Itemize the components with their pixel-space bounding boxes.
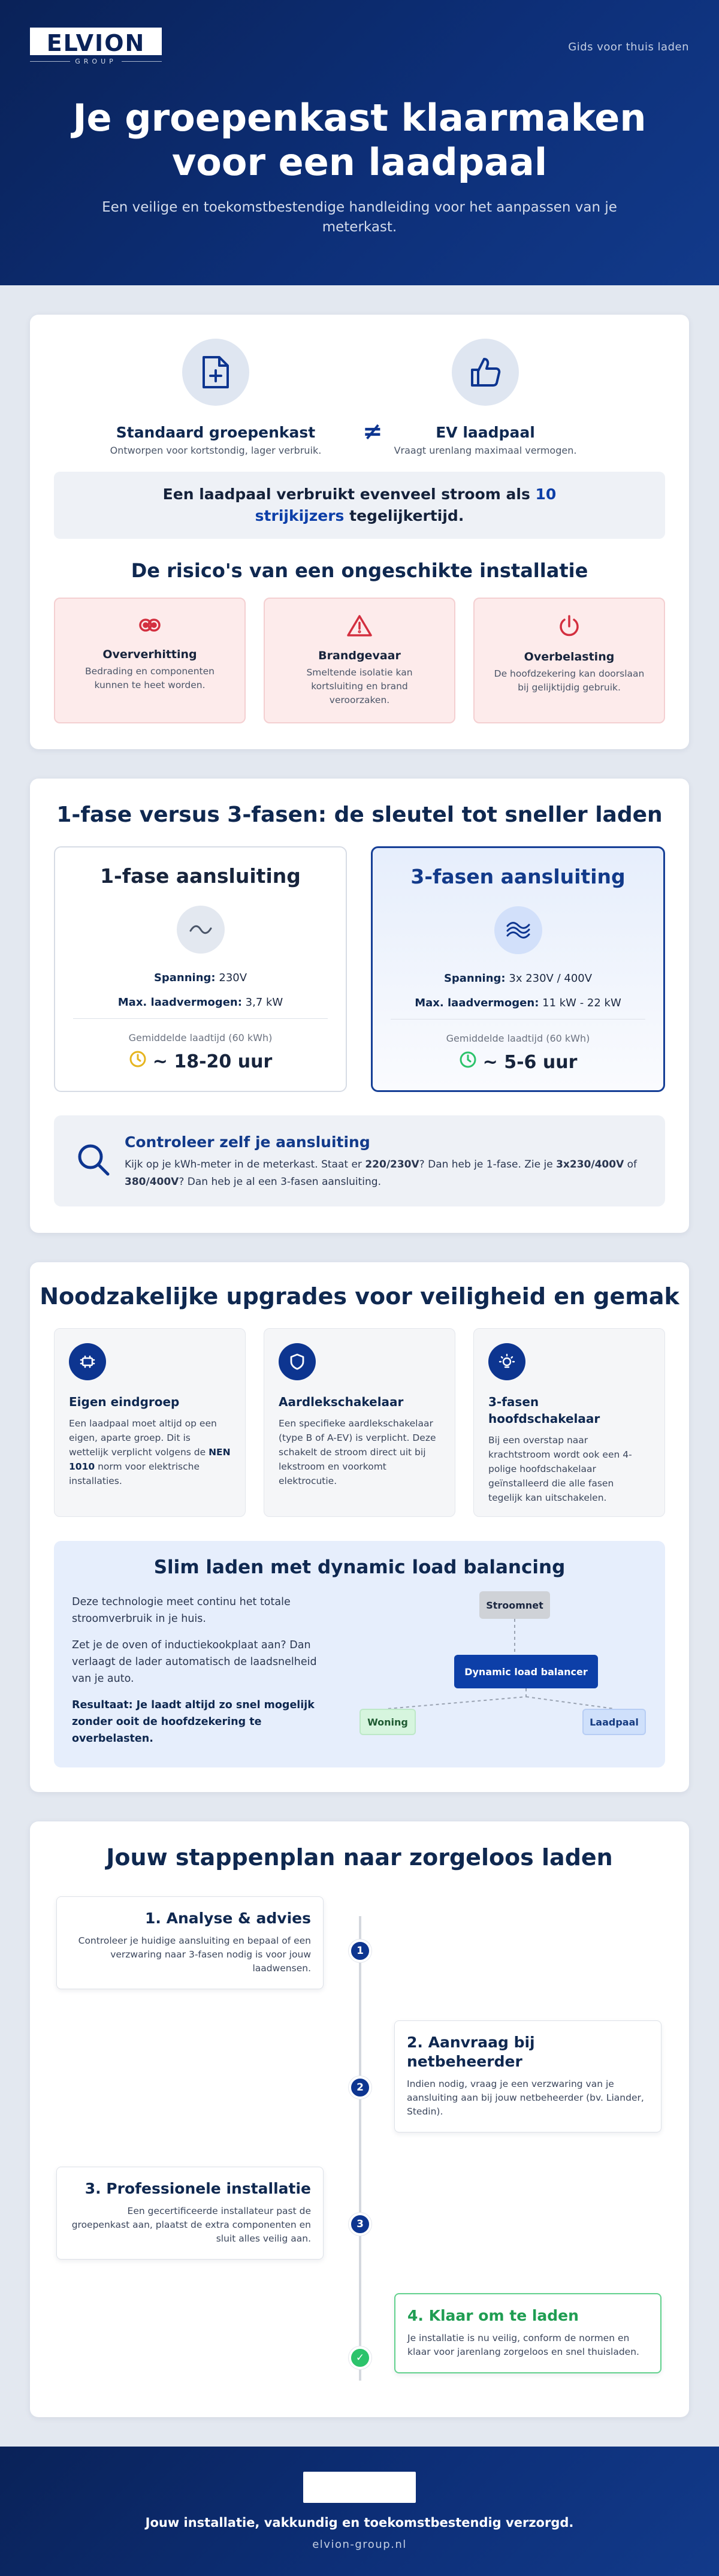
logo-word: ELVION (30, 28, 162, 55)
risk-card-overload (473, 598, 665, 723)
power-icon (557, 629, 581, 641)
page-footer (0, 2447, 719, 2576)
standard-panel-sub: Ontworpen voor kortstondig, lager verbruik. (110, 445, 322, 456)
voltage-label: Spanning: (443, 972, 506, 985)
step-card-1 (56, 1896, 324, 1989)
step-card-4 (394, 2293, 661, 2373)
step-title: 4. Klaar om te laden (407, 2307, 579, 2324)
highlight-post: tegelijkertijd. (344, 507, 464, 524)
phases-title: 1-fase versus 3-fasen: de sleutel tot sneller laden (56, 803, 663, 827)
standard-panel-title: Standaard groepenkast (116, 424, 316, 441)
dlb-text (72, 1594, 324, 1747)
elvion-logo[interactable] (30, 28, 162, 65)
thumbs-up-icon (452, 339, 519, 406)
single-phase-power (55, 996, 346, 1009)
upgrade-rcd (264, 1328, 455, 1517)
dlb-paragraph: Deze technologie meet continu het totale stroomverbruik in je huis. (72, 1596, 291, 1625)
not-equal-icon: ≠ (362, 418, 383, 445)
upgrade-text: Een specifieke aardlekschakelaar (type B of A-EV) is verplicht. Deze schakelt de stroom direct uit bij lekstroom en voorkomt elektrocutie. (279, 1418, 436, 1486)
bulb-icon (488, 1343, 525, 1380)
footer-logo[interactable] (303, 2472, 416, 2503)
standard-panel-column (108, 339, 324, 456)
consumption-highlight (54, 472, 665, 539)
node-load-balancer: Dynamic load balancer (454, 1655, 598, 1688)
node-charger: Laadpaal (582, 1709, 646, 1735)
ev-charger-column (377, 339, 593, 456)
triple-wave-icon (494, 906, 542, 954)
power-value: 3,7 kW (241, 996, 283, 1009)
upgrade-text-part: Een laadpaal moet altijd op een eigen, aparte groep. Dit is wettelijk verplicht volgens de (69, 1418, 217, 1458)
step-text: Je installatie is nu veilig, conform de normen en klaar voor jarenlang zorgeloos en snel thuisladen. (407, 2333, 639, 2357)
footer-url[interactable]: elvion-group.nl (312, 2538, 407, 2551)
check-value-1phase: 220/230V (365, 1159, 419, 1171)
risk-title: Overbelasting (524, 650, 615, 663)
node-home: Woning (360, 1709, 416, 1735)
check-value-3phase-b: 380/400V (125, 1176, 179, 1188)
step-title: 1. Analyse & advies (145, 1910, 311, 1927)
check-text (125, 1156, 641, 1191)
check-text-part: ? Dan heb je al een 3-fasen aansluiting. (179, 1176, 382, 1188)
avg-time-label: Gemiddelde laadtijd (60 kWh) (128, 1032, 273, 1043)
time-value: ~ 18-20 uur (152, 1051, 273, 1072)
upgrades-title: Noodzakelijke upgrades voor veiligheid en gemak (40, 1283, 679, 1310)
logo-subline (30, 58, 162, 65)
page-subtitle: Een veilige en toekomstbestendige handleiding voor het aanpassen van je meterkast. (102, 200, 617, 235)
check-text-part: Kijk op je kWh-meter in de meterkast. Staat er (125, 1159, 365, 1171)
risk-card-overheating (54, 598, 246, 723)
upgrades-card (30, 1262, 689, 1792)
step-text: Controleer je huidige aansluiting en bepaal of een verzwaring naar 3-fasen nodig is voor jouw laadwensen. (78, 1935, 311, 1974)
three-phase-voltage (373, 972, 663, 985)
step-marker-3: 3 (349, 2213, 371, 2236)
node-grid: Stroomnet (479, 1591, 550, 1619)
comparison-card (30, 315, 689, 749)
risks-title: De risico's van een ongeschikte installatie (131, 559, 588, 582)
ev-charger-sub: Vraagt urenlang maximaal vermogen. (394, 445, 577, 456)
single-phase-time (55, 1050, 346, 1073)
roadmap-card (30, 1821, 689, 2417)
upgrade-title: 3-fasen hoofdschakelaar (488, 1395, 600, 1426)
phase-comparison-card (30, 779, 689, 1233)
footer-tagline: Jouw installatie, vakkundig en toekomstbestendig verzorgd. (145, 2515, 574, 2530)
voltage-value: 230V (215, 972, 247, 984)
load-balancing-panel (54, 1541, 665, 1767)
voltage-label: Spanning: (153, 972, 216, 984)
divider (73, 1018, 328, 1019)
hero-header (0, 0, 719, 285)
highlight-pre: Een laadpaal verbruikt evenveel stroom als (162, 485, 536, 503)
time-value: ~ 5-6 uur (482, 1051, 578, 1073)
avg-time-label: Gemiddelde laadtijd (60 kWh) (446, 1033, 590, 1044)
roadmap-title: Jouw stappenplan naar zorgeloos laden (106, 1844, 613, 1871)
risk-text: Bedrading en componenten kunnen te heet worden. (85, 666, 215, 690)
upgrade-text-bold: NEN 1010 (69, 1447, 231, 1472)
risk-card-fire (264, 598, 455, 723)
single-phase-box (54, 846, 347, 1092)
check-connection-box (54, 1115, 665, 1206)
document-plus-icon (182, 339, 249, 406)
upgrade-main-switch (473, 1328, 665, 1517)
step-text: Indien nodig, vraag je een verzwaring van je aansluiting aan bij jouw netbeheerder (bv. Liander, Stedin). (407, 2079, 644, 2117)
guide-link[interactable]: Gids voor thuis laden (568, 41, 689, 53)
circuit-icon (69, 1343, 106, 1380)
power-value: 11 kW - 22 kW (539, 997, 621, 1009)
voltage-value: 3x 230V / 400V (505, 972, 593, 985)
risk-text: De hoofdzekering kan doorslaan bij gelijktijdig gebruik. (494, 668, 645, 693)
risk-title: Oververhitting (102, 648, 197, 661)
step-marker-done: ✓ (349, 2346, 371, 2369)
step-card-3 (56, 2167, 324, 2260)
timeline-line (359, 1916, 361, 2381)
check-value-3phase-a: 3x230/400V (556, 1159, 624, 1171)
check-title: Controleer zelf je aansluiting (125, 1133, 370, 1151)
page-title: Je groepenkast klaarmaken voor een laadpaal (72, 96, 647, 184)
clock-icon (459, 1051, 477, 1073)
check-text-part: of (624, 1159, 638, 1171)
check-text-part: ? Dan heb je 1-fase. Zie je (419, 1159, 557, 1171)
upgrade-text-part: norm voor elektrische installaties. (69, 1461, 200, 1486)
upgrade-text: Bij een overstap naar krachtstroom wordt ook een 4-polige hoofdschakelaar geïnstalleerd die alle fasen tegelijk kan uitschakelen. (488, 1435, 632, 1503)
risk-title: Brandgevaar (318, 649, 401, 662)
overheat-icon (138, 627, 162, 638)
step-title: 3. Professionele installatie (84, 2180, 311, 2197)
three-phase-title: 3-fasen aansluiting (410, 865, 626, 888)
logo-sub-text: GROUP (75, 58, 117, 65)
three-phase-box (371, 846, 665, 1092)
risk-text: Smeltende isolatie kan kortsluiting en brand veroorzaken. (306, 667, 413, 705)
dlb-result: Resultaat: Je laadt altijd zo snel mogelijk zonder ooit de hoofdzekering te overbelasten. (72, 1699, 315, 1745)
three-phase-power (373, 997, 663, 1009)
power-label: Max. laadvermogen: (117, 996, 242, 1009)
step-text: Een gecertificeerde installateur past de groepenkast aan, plaatst de extra componenten en sluit alles veilig aan. (71, 2206, 311, 2244)
upgrade-text (69, 1416, 231, 1488)
single-phase-voltage (55, 972, 346, 984)
upgrade-end-group (54, 1328, 246, 1517)
step-marker-2: 2 (349, 2076, 371, 2099)
step-marker-1: 1 (349, 1939, 371, 1962)
search-icon (75, 1142, 111, 1180)
step-card-2 (394, 2020, 661, 2132)
clock-icon (129, 1050, 147, 1073)
shield-icon (279, 1343, 316, 1380)
three-phase-time (373, 1051, 663, 1073)
dlb-title: Slim laden met dynamic load balancing (153, 1557, 566, 1578)
dlb-paragraph: Zet je de oven of inductiekookplaat aan? Dan verlaagt de lader automatisch de laadsnelheid van je auto. (72, 1639, 317, 1685)
warning-icon (346, 628, 373, 640)
single-phase-title: 1-fase aansluiting (100, 864, 301, 888)
upgrade-title: Aardlekschakelaar (279, 1395, 404, 1409)
ev-charger-title: EV laadpaal (436, 424, 535, 441)
sine-wave-icon (177, 906, 225, 954)
power-label: Max. laadvermogen: (415, 997, 539, 1009)
upgrade-title: Eigen eindgroep (69, 1395, 180, 1409)
step-title: 2. Aanvraag bij netbeheerder (407, 2034, 535, 2070)
highlight-accent: 10 strijkijzers (255, 485, 557, 524)
dlb-diagram (360, 1591, 671, 1747)
